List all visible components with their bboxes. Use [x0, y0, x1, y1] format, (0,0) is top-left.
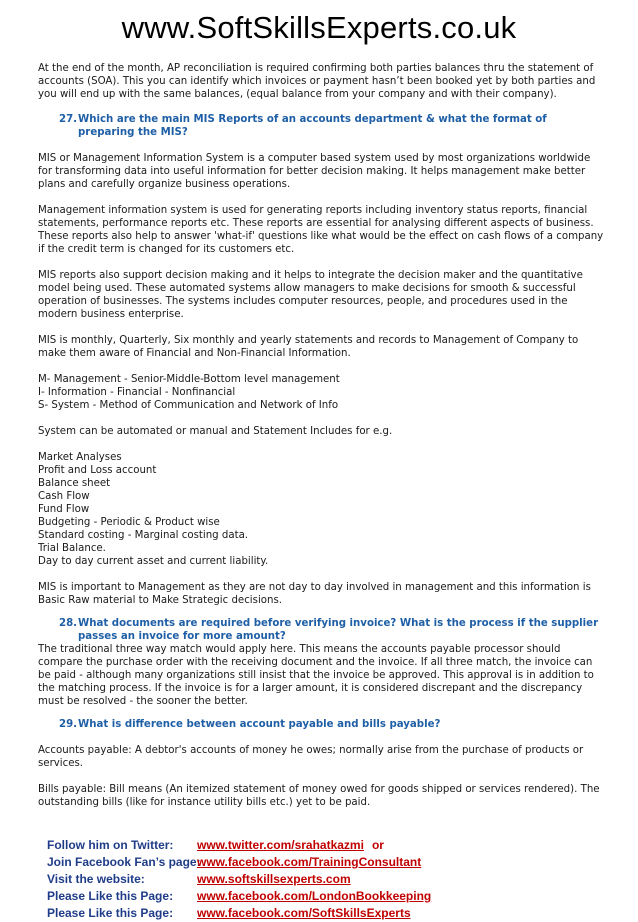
website-link[interactable]: www.softskillsexperts.com	[197, 872, 351, 886]
list-item: Fund Flow	[38, 504, 90, 515]
footer-suffix: or	[371, 838, 384, 852]
paragraph: MIS or Management Information System is a computer based system used by most organizations worldwide for transforming data into useful information for better decision making. It helps management make better plans and carefully organize business operations.	[38, 153, 591, 190]
list-item: Budgeting - Periodic & Product wise	[38, 517, 220, 528]
footer-label: Join Facebook Fan’s page:	[47, 855, 201, 869]
paragraph: MIS is monthly, Quarterly, Six monthly and yearly statements and records to Management of Company to make them aware of Financial and Non-Financial Information.	[38, 335, 579, 359]
site-header: www.SoftSkillsExperts.co.uk	[121, 10, 517, 45]
footer-row-london-bookkeeping	[47, 888, 431, 905]
list-item: M- Management - Senior-Middle-Bottom level management	[38, 374, 340, 385]
softskills-link[interactable]: www.facebook.com/SoftSkillsExperts	[197, 906, 411, 920]
footer-row-facebook-fan	[47, 854, 431, 871]
list-item: Market Analyses	[38, 452, 122, 463]
footer-label: Please Like this Page:	[47, 906, 174, 920]
footer-label: Visit the website:	[47, 872, 145, 886]
paragraph: Bills payable: Bill means (An itemized statement of money owed for goods shipped or services rendered). The outstanding bills (like for instance utility bills etc.) yet to be paid.	[38, 784, 600, 808]
footer-label: Follow him on Twitter:	[47, 838, 174, 852]
footer-row-website	[47, 871, 431, 888]
facebook-fan-link[interactable]: www.facebook.com/TrainingConsultant	[197, 855, 422, 869]
footer-row-twitter	[47, 837, 431, 854]
document-body	[38, 62, 604, 809]
question-text: Which are the main MIS Reports of an accounts department & what the format of preparing the MIS?	[78, 114, 547, 138]
list-item: Profit and Loss account	[38, 465, 157, 476]
paragraph: MIS is important to Management as they are not day to day involved in management and this information is Basic Raw material to Make Strategic decisions.	[38, 582, 591, 606]
list-item: S- System - Method of Communication and Network of Info	[38, 400, 339, 411]
contact-footer	[47, 837, 431, 922]
london-bookkeeping-link[interactable]: www.facebook.com/LondonBookkeeping	[197, 889, 432, 903]
paragraph: Accounts payable: A debtor's accounts of money he owes; normally arise from the purchase of products or services.	[38, 745, 584, 769]
mis-acronym-list	[38, 373, 604, 412]
list-item: Balance sheet	[38, 478, 111, 489]
list-item: Standard costing - Marginal costing data.	[38, 530, 249, 541]
paragraph: The traditional three way match would apply here. This means the accounts payable processor should compare the purchase order with the receiving document and the invoice. If all three match, the invoice can be paid - although many organizations still insist that the invoice be approved. This approval is in addition to the matching process. If the invoice is for a larger amount, it is considered discrepant and the discrepancy must be resolved - the sooner the better.	[38, 644, 594, 707]
list-item: Trial Balance.	[38, 543, 106, 554]
paragraph: MIS reports also support decision making and it helps to integrate the decision maker and the quantitative model being used. These automated systems allow managers to make decisions for smooth & successful operation of businesses. The systems includes computer resources, people, and procedures used in the modern business enterprise.	[38, 270, 583, 320]
list-item: I- Information - Financial - Nonfinancial	[38, 387, 236, 398]
question-text: What is difference between account payable and bills payable?	[78, 719, 441, 730]
paragraph: Management information system is used for generating reports including inventory status reports, financial statements, performance reports etc. These reports are essential for analysing different aspects of business. These reports also help to answer 'what-if' questions like what would be the effect on cash flows of a company if the credit term is changed for its customers etc.	[38, 205, 604, 255]
report-list	[38, 451, 604, 568]
paragraph: System can be automated or manual and Statement Includes for e.g.	[38, 426, 393, 437]
question-number: 29.	[59, 719, 78, 730]
intro-paragraph: At the end of the month, AP reconciliation is required confirming both parties balances thru the statement of accounts (SOA). This you can identify which invoices or payment hasn’t been booked yet by both parties and you will end up with the same balances, (equal balance from your company and with their company).	[38, 63, 596, 100]
question-number: 27.	[59, 114, 78, 125]
question-29	[59, 718, 604, 731]
question-number: 28.	[59, 618, 78, 629]
question-27	[59, 113, 604, 139]
question-28	[59, 617, 604, 643]
footer-row-softskills	[47, 905, 431, 922]
question-text: What documents are required before verifying invoice? What is the process if the supplier passes an invoice for more amount?	[78, 618, 599, 642]
list-item: Day to day current asset and current liability.	[38, 556, 269, 567]
list-item: Cash Flow	[38, 491, 90, 502]
twitter-link[interactable]: www.twitter.com/srahatkazmi	[197, 838, 364, 852]
footer-label: Please Like this Page:	[47, 889, 174, 903]
